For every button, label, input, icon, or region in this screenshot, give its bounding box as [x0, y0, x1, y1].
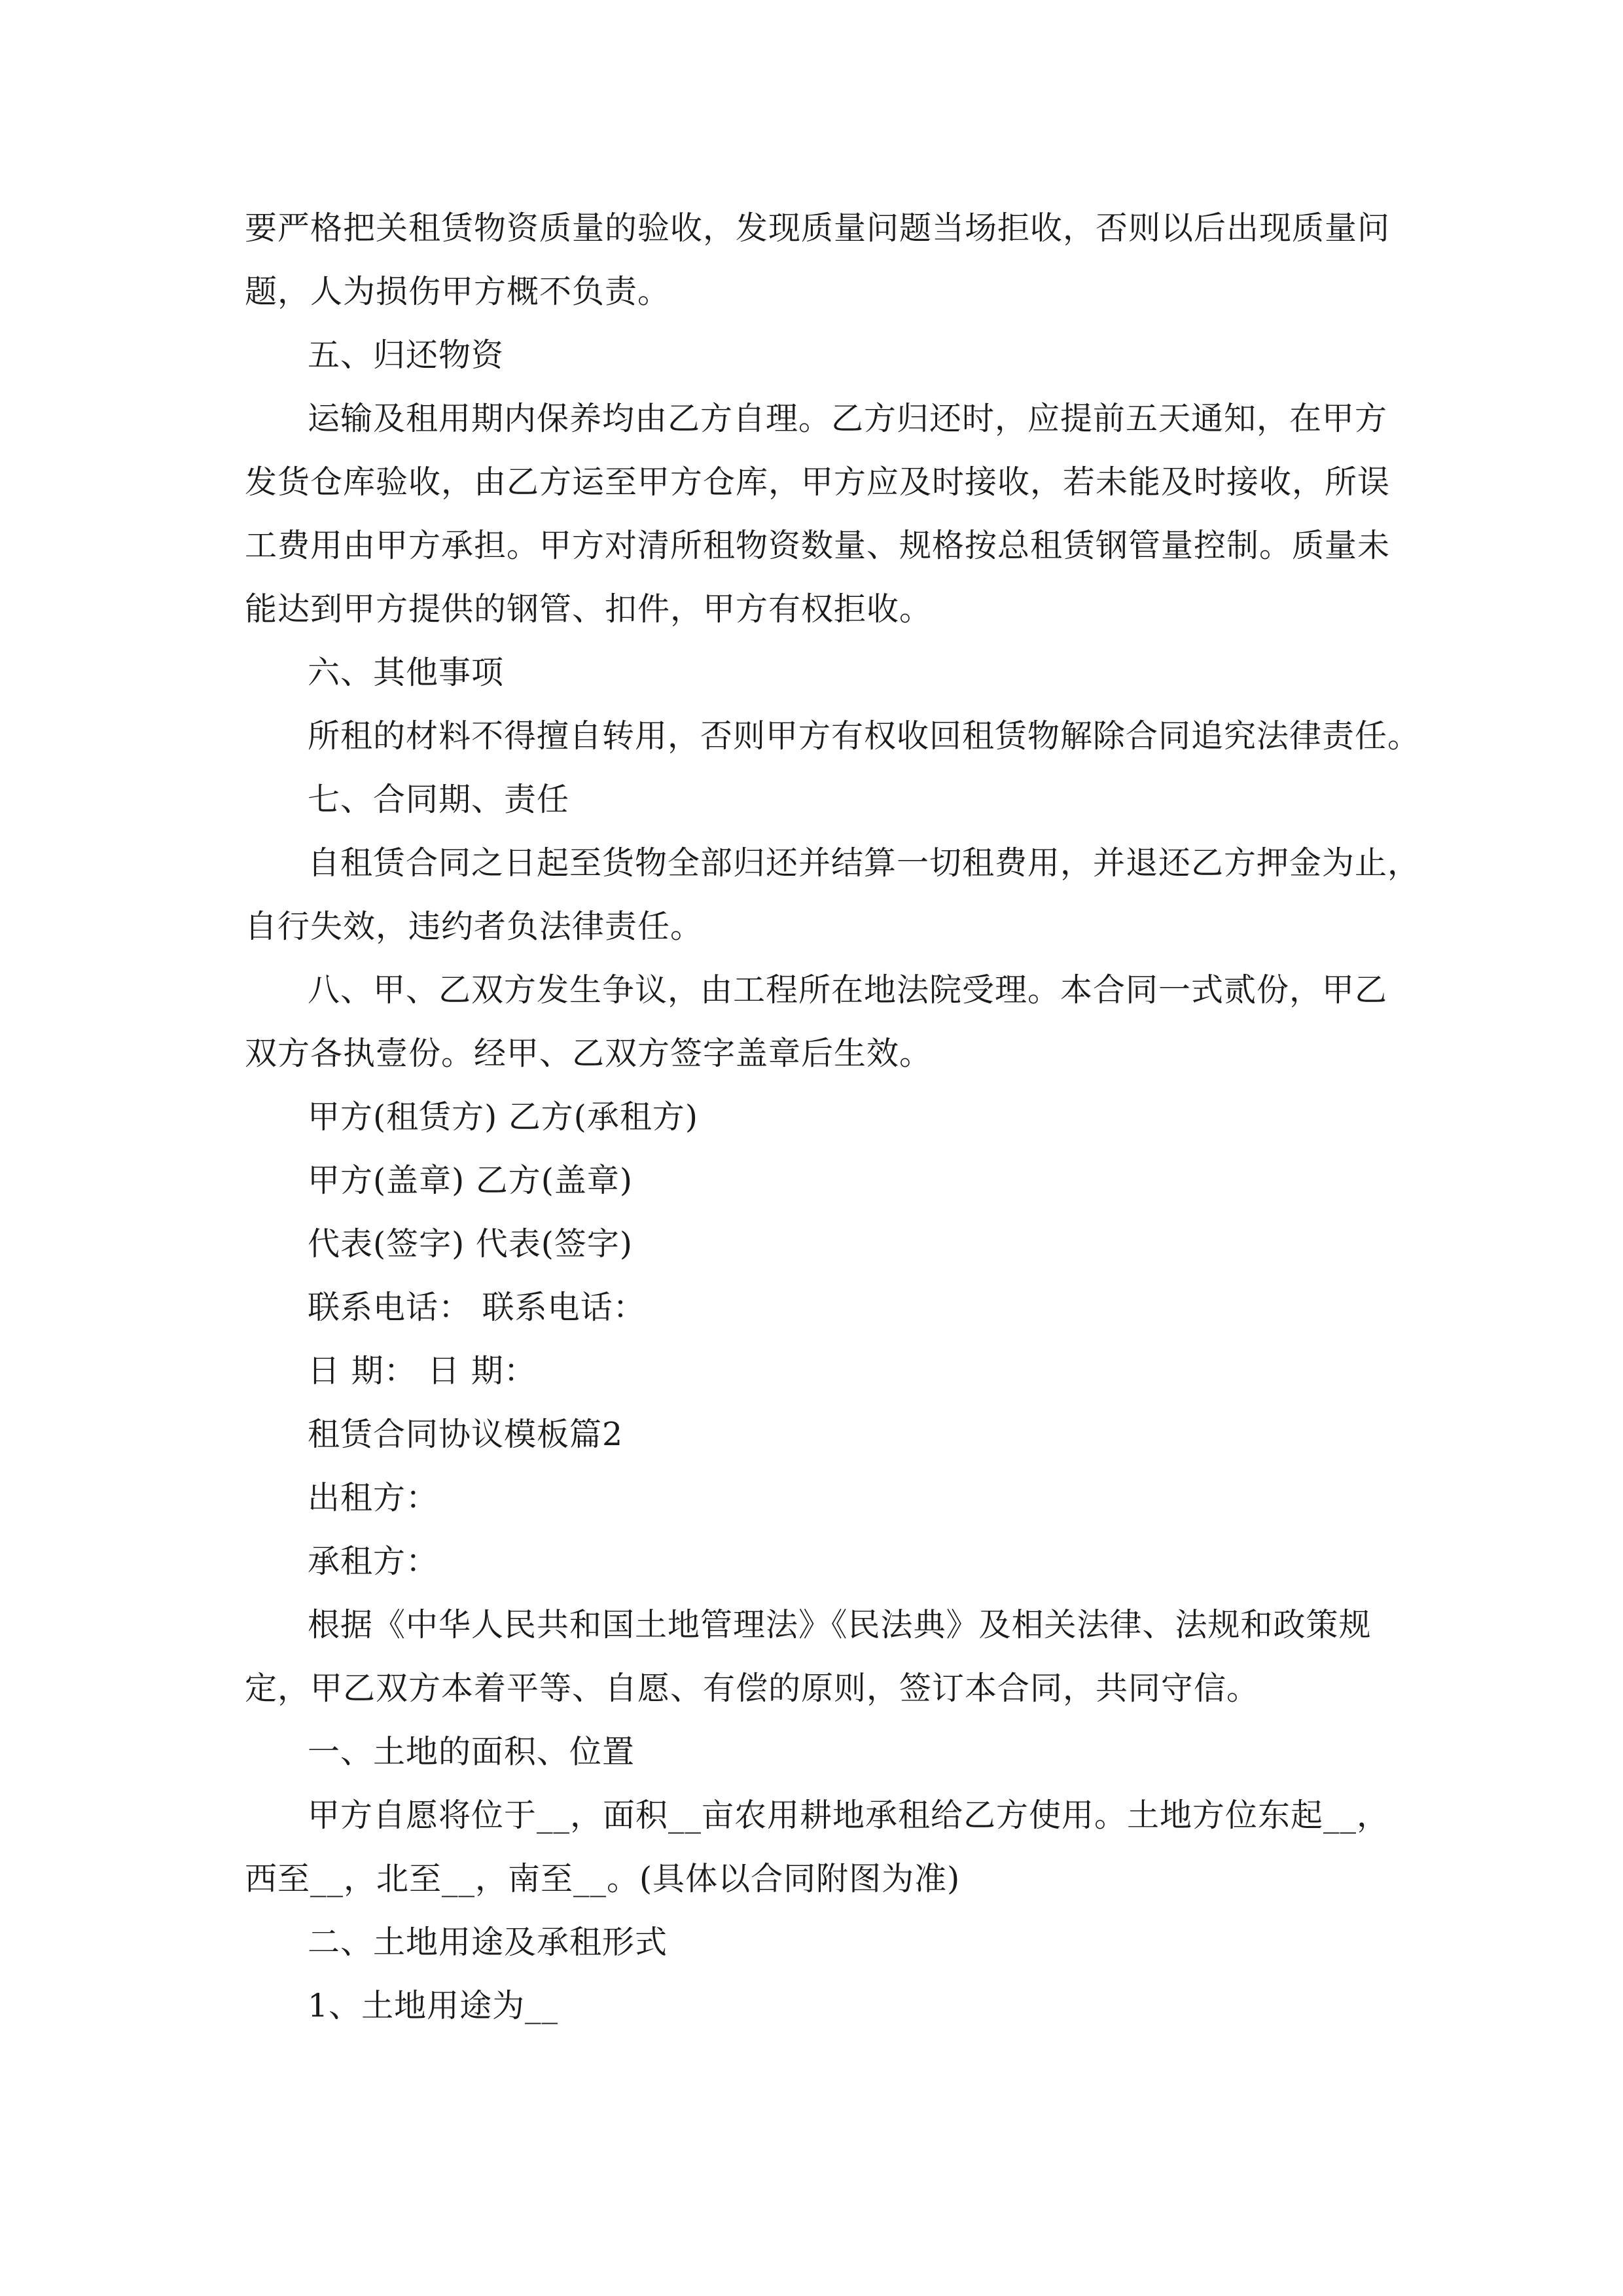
- text-line: 西至__，北至__，南至__。(具体以合同附图为准): [245, 1860, 961, 1897]
- section-heading: 一、土地的面积、位置: [308, 1733, 635, 1770]
- text-line: 自租赁合同之日起至货物全部归还并结算一切租费用，并退还乙方押金为止，: [308, 844, 1421, 882]
- text-line: 1、土地用途为__: [308, 1987, 559, 2024]
- text-line: 要严格把关租赁物资质量的验收，发现质量问题当场拒收，否则以后出现质量问: [245, 209, 1391, 247]
- section-heading: 六、其他事项: [308, 654, 505, 691]
- text-line: 能达到甲方提供的钢管、扣件，甲方有权拒收。: [245, 590, 933, 628]
- section-heading: 七、合同期、责任: [308, 781, 570, 818]
- document-title: 租赁合同协议模板篇2: [308, 1416, 624, 1453]
- signature-line: 甲方(租赁方) 乙方(承租方): [308, 1098, 699, 1136]
- signature-line: 甲方(盖章) 乙方(盖章): [308, 1162, 633, 1199]
- text-line: 八、甲、乙双方发生争议，由工程所在地法院受理。本合同一式贰份，甲乙: [308, 971, 1388, 1009]
- document-page: [245, 0, 1421, 2296]
- text-line: 根据《中华人民共和国土地管理法》《民法典》及相关法律、法规和政策规: [308, 1606, 1372, 1643]
- text-line: 所租的材料不得擅自转用，否则甲方有权收回租赁物解除合同追究法律责任。: [308, 717, 1421, 755]
- party-line: 承租方：: [308, 1543, 439, 1580]
- text-line: 题，人为损伤甲方概不负责。: [245, 273, 671, 310]
- text-line: 双方各执壹份。经甲、乙双方签字盖章后生效。: [245, 1035, 933, 1072]
- text-line: 工费用由甲方承担。甲方对清所租物资数量、规格按总租赁钢管量控制。质量未: [245, 527, 1391, 564]
- text-line: 运输及租用期内保养均由乙方自理。乙方归还时，应提前五天通知，在甲方: [308, 400, 1388, 437]
- signature-line: 联系电话： 联系电话：: [308, 1289, 646, 1326]
- section-heading: 二、土地用途及承租形式: [308, 1924, 668, 1961]
- text-line: 甲方自愿将位于__，面积__亩农用耕地承租给乙方使用。土地方位东起__，: [308, 1797, 1390, 1834]
- signature-line: 代表(签字) 代表(签字): [308, 1225, 633, 1263]
- party-line: 出租方：: [308, 1479, 439, 1516]
- text-line: 自行失效，违约者负法律责任。: [245, 908, 704, 945]
- section-heading: 五、归还物资: [308, 336, 505, 374]
- signature-line: 日 期： 日 期：: [308, 1352, 537, 1390]
- text-line: 定，甲乙双方本着平等、自愿、有偿的原则，签订本合同，共同守信。: [245, 1670, 1260, 1707]
- text-line: 发货仓库验收，由乙方运至甲方仓库，甲方应及时接收，若未能及时接收，所误: [245, 463, 1391, 501]
